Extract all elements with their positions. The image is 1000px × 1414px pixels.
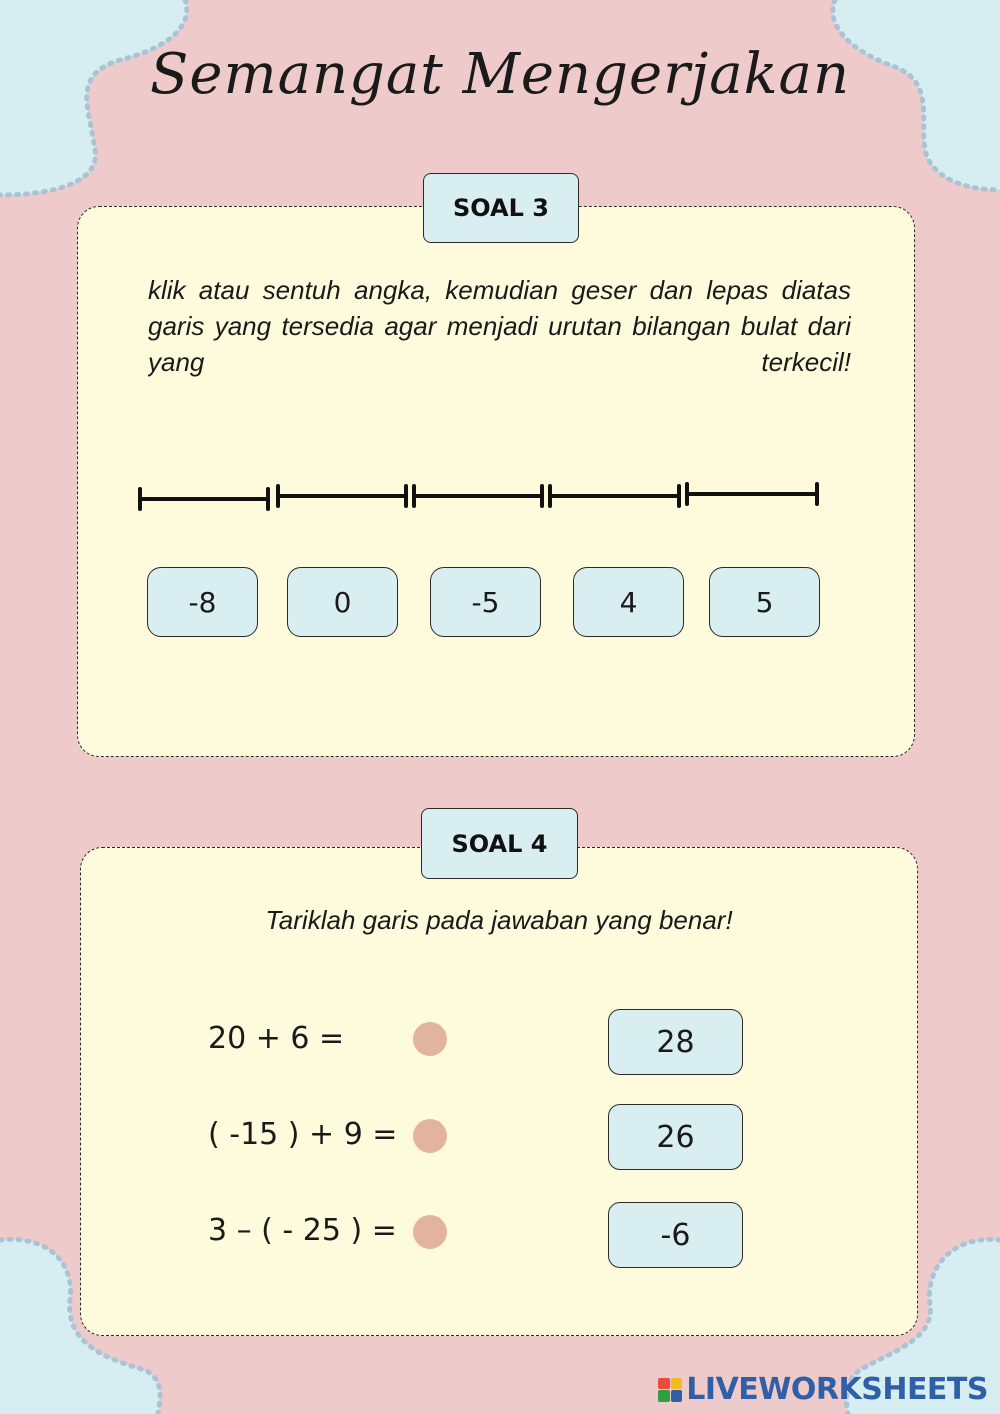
equation-2: ( -15 ) + 9 = [208,1117,398,1152]
answer-tile-3[interactable]: -6 [608,1202,743,1268]
equation-1: 20 + 6 = [208,1021,345,1056]
soal4-tag: SOAL 4 [421,808,578,879]
number-tile[interactable]: 4 [573,567,684,637]
answer-tile-1[interactable]: 28 [608,1009,743,1075]
brand-name: LIVEWORKSHEETS [686,1372,988,1407]
soal3-tag: SOAL 3 [423,173,579,243]
answer-tile-2[interactable]: 26 [608,1104,743,1170]
page-title: Semangat Mengerjakan [149,42,851,107]
drop-slot-4[interactable] [550,486,679,506]
drop-slot-3[interactable] [414,486,542,506]
soal3-instruction: klik atau sentuh angka, kemudian geser dan lepas diatas garis yang tersedia agar menjadi urutan bilangan bulat dari yang terkecil! [148,275,851,377]
number-tile[interactable]: 5 [709,567,820,637]
number-tile[interactable]: 0 [287,567,398,637]
soal4-instruction: Tariklah garis pada jawaban yang benar! [265,905,733,935]
connector-dot-1[interactable] [413,1022,447,1056]
number-tile[interactable]: -8 [147,567,258,637]
drop-slot-5[interactable] [687,484,817,504]
liveworksheets-brand[interactable] [658,1372,988,1407]
drop-slot-1[interactable] [140,489,268,509]
liveworksheets-logo-icon [658,1378,682,1402]
equation-3: 3 – ( - 25 ) = [208,1213,397,1248]
connector-dot-3[interactable] [413,1215,447,1249]
connector-dot-2[interactable] [413,1119,447,1153]
number-tile[interactable]: -5 [430,567,541,637]
drop-slot-2[interactable] [278,486,406,506]
